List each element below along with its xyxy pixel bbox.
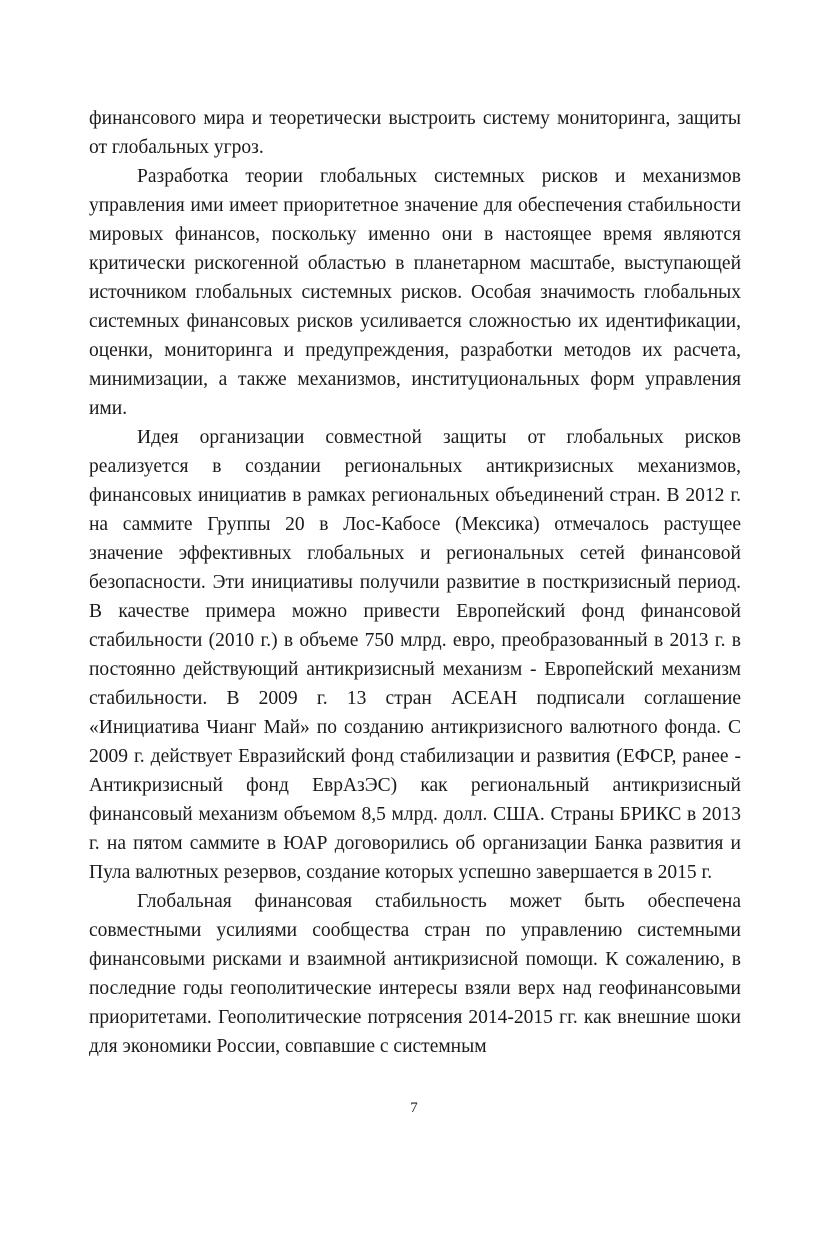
paragraph-regional-mechanisms: Идея организации совместной защиты от глобальных рисков реализуется в создании региональных антикризисных механизмов, финансовых инициатив в рамках региональных объединений стран. В 2012 г. на саммите Группы 20 в Лос-Кабосе (Мексика) отмечалось растущее значение эффективных глобальных и региональных сетей финансовой безопасности. Эти инициативы получили развитие в посткризисный период. В качестве примера можно привести Европейский фонд финансовой стабильности (2010 г.) в объеме 750 млрд. евро, преобразованный в 2013 г. в постоянно действующий антикризисный механизм - Европейский механизм стабильности. В 2009 г. 13 стран АСЕАН подписали соглашение «Инициатива Чианг Май» по созданию антикризисного валютного фонда. С 2009 г. действует Евразийский фонд стабилизации и развития (ЕФСР, ранее - Антикризисный фонд ЕврАзЭС) как региональный антикризисный финансовый механизм объемом 8,5 млрд. долл. США. Страны БРИКС в 2013 г. на пятом саммите в ЮАР договорились об организации Банка развития и Пула валютных резервов, создание которых успешно завершается в 2015 г.	[89, 427, 741, 883]
paragraph-global-stability: Глобальная финансовая стабильность может быть обеспечена совместными усилиями сообщества стран по управлению системными финансовыми рисками и взаимной антикризисной помощи. К сожалению, в последние годы геополитические интересы взяли верх над геофинансовыми приоритетами. Геополитические потрясения 2014-2015 гг. как внешние шоки для экономики России, совпавшие с системным	[89, 891, 741, 1057]
paragraph-continuation: финансового мира и теоретически выстроить систему мониторинга, защиты от глобальных угроз.	[89, 108, 741, 158]
document-page	[89, 104, 741, 1061]
paragraph-risk-theory: Разработка теории глобальных системных рисков и механизмов управления ими имеет приоритетное значение для обеспечения стабильности мировых финансов, поскольку именно они в настоящее время являются критически рискогенной областью в планетарном масштабе, выступающей источником глобальных системных рисков. Особая значимость глобальных системных финансовых рисков усиливается сложностью их идентификации, оценки, мониторинга и предупреждения, разработки методов их расчета, минимизации, а также механизмов, институциональных форм управления ими.	[89, 166, 741, 419]
page-number: 7	[410, 1100, 418, 1116]
